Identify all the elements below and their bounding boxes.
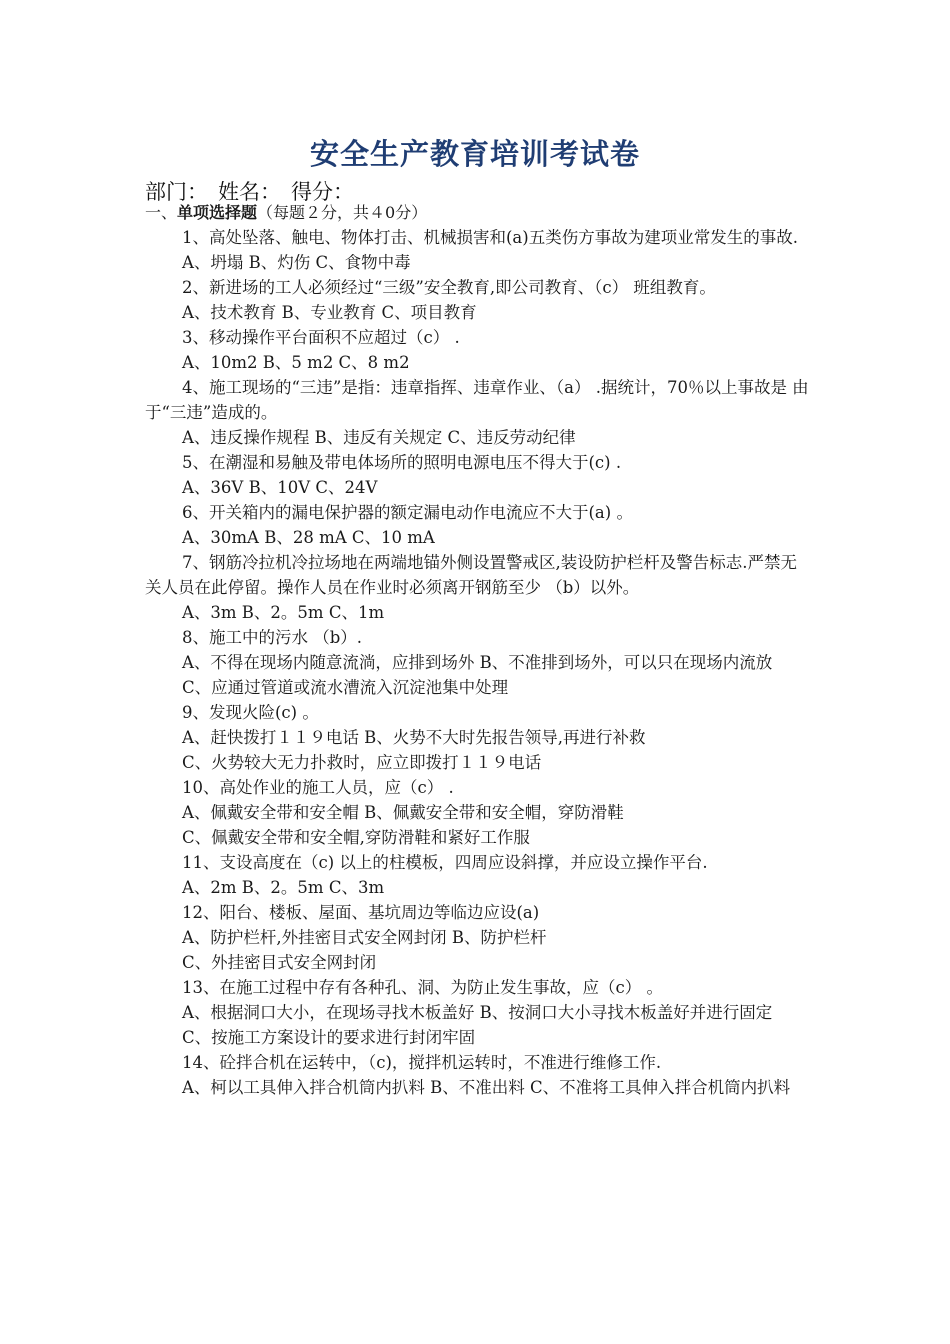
answer-options: A、柯以工具伸入拌合机筒内扒料 B、不准出料 C、不准将工具伸入拌合机筒内扒料 [182,1078,791,1097]
answer-options: C、佩戴安全带和安全帽,穿防滑鞋和紧好工作服 [182,828,530,847]
question-line: 8、施工中的污水 （b）. [182,628,363,647]
name-label: 姓名： [218,180,281,204]
question-line: 10、高处作业的施工人员，应（c） . [182,778,454,797]
answer-options: C、外挂密目式安全网封闭 [182,953,377,972]
section-title: 单项选择题 [177,203,258,222]
question-line: 7、钢筋冷拉机冷拉场地在两端地锚外侧设置警戒区,装设防护栏杆及警告标志.严禁无关人员在此停留。操作人员在作业时必须离开钢筋至少 （b）以外。 [145,553,797,597]
question-line: 6、开关箱内的漏电保护器的额定漏电动作电流应不大于(a) 。 [182,503,633,522]
question-line: 1、高处坠落、触电、物体打击、机械损害和(a)五类伤方事故为建项业常发生的事故. [182,228,798,247]
answer-options: A、10m2 B、5 m2 C、8 m2 [182,353,410,372]
question-list [145,225,813,1100]
answer-options: A、2m B、2。5m C、3m [182,878,385,897]
answer-options: A、30mA B、28 mA C、10 mA [182,528,435,547]
section-note: （每题２分，共４0分） [257,203,428,222]
department-label: 部门： [145,180,208,204]
answer-options: A、赶快拨打１１９电话 B、火势不大时先报告领导,再进行补救 [182,728,646,747]
score-label: 得分： [291,180,354,204]
answer-options: A、防护栏杆,外挂密目式安全网封闭 B、防护栏杆 [182,928,547,947]
question-line: 11、支设高度在（c) 以上的柱模板，四周应设斜撑，并应设立操作平台. [182,853,708,872]
answer-options: A、根据洞口大小，在现场寻找木板盖好 B、按洞口大小寻找木板盖好并进行固定 [182,1003,773,1022]
question-line: 12、阳台、楼板、屋面、基坑周边等临边应设(a) [182,903,540,922]
question-line: 2、新进场的工人必须经过“三级”安全教育,即公司教育、（c） 班组教育。 [182,278,716,297]
question-line: 13、在施工过程中存有各种孔、洞、为防止发生事故，应（c） 。 [182,978,663,997]
answer-options: A、36V B、10V C、24V [182,478,378,497]
answer-options: C、按施工方案设计的要求进行封闭牢固 [182,1028,476,1047]
page-title: 安全生产教育培训考试卷 [309,137,640,171]
question-line: 3、移动操作平台面积不应超过（c） . [182,328,460,347]
answer-options: A、违反操作规程 B、违反有关规定 C、违反劳动纪律 [182,428,576,447]
answer-options: A、坍塌 B、灼伤 C、食物中毒 [182,253,411,272]
answer-options: A、佩戴安全带和安全帽 B、佩戴安全带和安全帽，穿防滑鞋 [182,803,624,822]
answer-options: C、应通过管道或流水漕流入沉淀池集中处理 [182,678,509,697]
answer-options: A、3m B、2。5m C、1m [182,603,385,622]
answer-options: A、技术教育 B、专业教育 C、项目教育 [182,303,477,322]
question-line: 14、砼拌合机在运转中，（c)，搅拌机运转时，不准进行维修工作. [182,1053,662,1072]
answer-options: C、火势较大无力扑救时，应立即拨打１１９电话 [182,753,542,772]
question-line: 4、施工现场的“三违”是指：违章指挥、违章作业、（a） .据统计，70％以上事故是 由于“三违”造成的。 [145,378,809,422]
answer-options: A、不得在现场内随意流淌，应排到场外 B、不准排到场外，可以只在现场内流放 [182,653,773,672]
section-heading [145,200,427,223]
question-line: 9、发现火险(c) 。 [182,703,319,722]
question-line: 5、在潮湿和易触及带电体场所的照明电源电压不得大于(c) . [182,453,622,472]
section-number: 一、 [145,203,178,222]
